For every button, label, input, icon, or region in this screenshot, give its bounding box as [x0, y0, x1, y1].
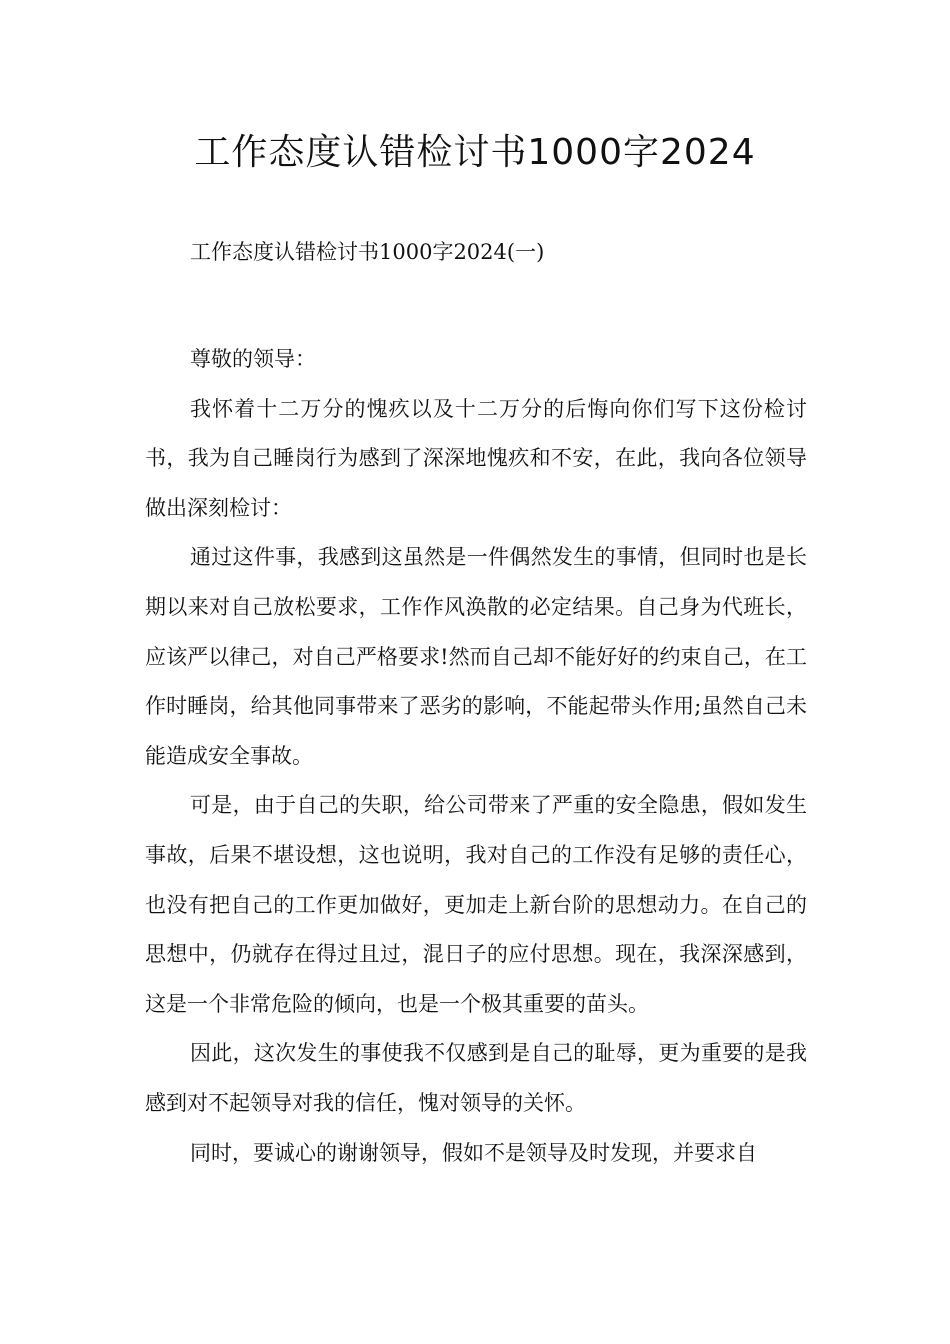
paragraph: 同时，要诚心的谢谢领导，假如不是领导及时发现，并要求自	[190, 1140, 757, 1165]
paragraph: 因此，这次发生的事使我不仅感到是自己的耻辱，更为重要的是我感到对不起领导对我的信任，愧对领导的关怀。	[145, 1041, 807, 1115]
document-body	[145, 335, 807, 1178]
salutation: 尊敬的领导：	[190, 347, 316, 371]
document-title: 工作态度认错检讨书1000字2024	[194, 132, 756, 173]
paragraph: 可是，由于自己的失职，给公司带来了严重的安全隐患，假如发生事故，后果不堪设想，这也说明，我对自己的工作没有足够的责任心，也没有把自己的工作更加做好，更加走上新台阶的思想动力。在自己的思想中，仍就存在得过且过，混日子的应付思想。现在，我深深感到，这是一个非常危险的倾向，也是一个极其重要的苗头。	[145, 793, 807, 1016]
document-subtitle: 工作态度认错检讨书1000字2024(一)	[190, 240, 545, 264]
paragraph: 我怀着十二万分的愧疚以及十二万分的后悔向你们写下这份检讨书，我为自己睡岗行为感到了深深地愧疚和不安，在此，我向各位领导做出深刻检讨：	[145, 396, 807, 520]
paragraph: 通过这件事，我感到这虽然是一件偶然发生的事情，但同时也是长期以来对自己放松要求，工作作风涣散的必定结果。自己身为代班长，应该严以律己，对自己严格要求!然而自己却不能好好的约束自己，在工作时睡岗，给其他同事带来了恶劣的影响，不能起带头作用;虽然自己未能造成安全事故。	[145, 545, 807, 768]
